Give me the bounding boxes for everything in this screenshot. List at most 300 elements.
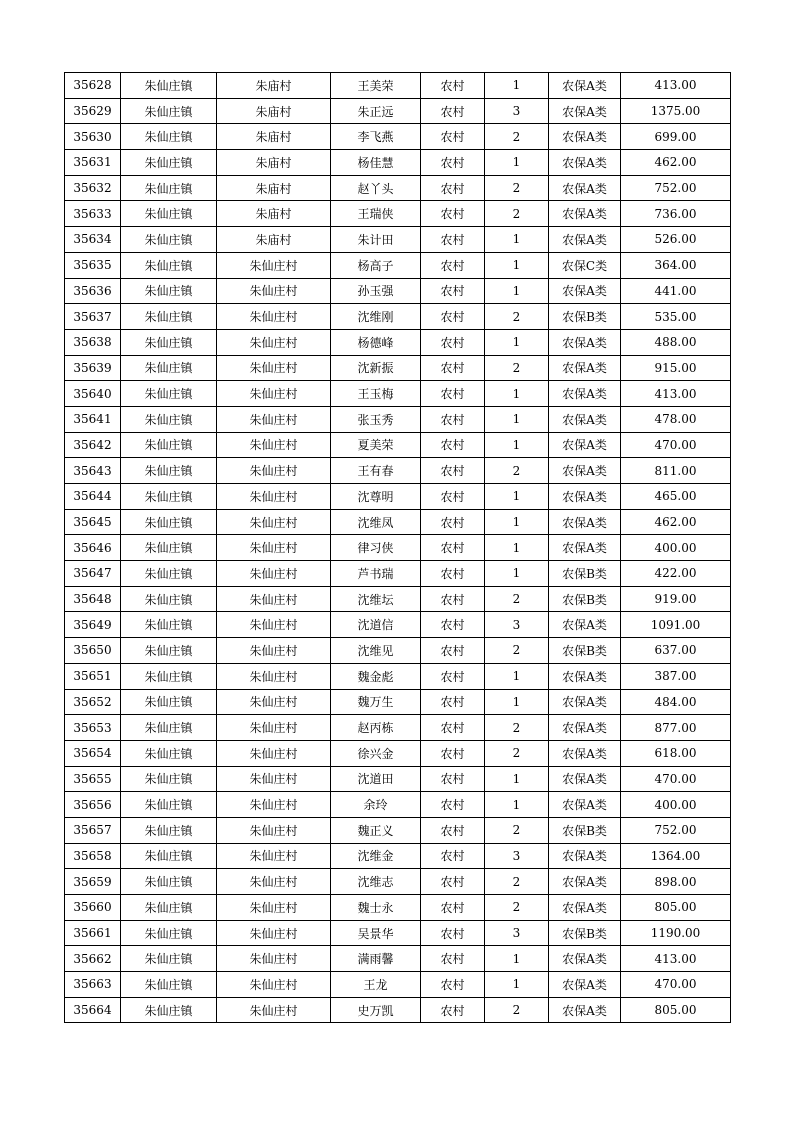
table-row xyxy=(65,638,731,664)
cell-record-id: 35642 xyxy=(65,432,121,458)
cell-amount: 805.00 xyxy=(621,895,731,921)
cell-person-name: 芦书瑞 xyxy=(331,561,421,587)
cell-residence-type: 农村 xyxy=(421,972,485,998)
cell-person-name: 朱正远 xyxy=(331,98,421,124)
cell-town: 朱仙庄镇 xyxy=(121,740,217,766)
cell-person-name: 张玉秀 xyxy=(331,406,421,432)
cell-village: 朱仙庄村 xyxy=(217,663,331,689)
cell-residence-type: 农村 xyxy=(421,355,485,381)
cell-town: 朱仙庄镇 xyxy=(121,663,217,689)
table-row xyxy=(65,920,731,946)
cell-record-id: 35636 xyxy=(65,278,121,304)
cell-amount: 618.00 xyxy=(621,740,731,766)
cell-record-id: 35656 xyxy=(65,792,121,818)
cell-village: 朱庙村 xyxy=(217,150,331,176)
table-row xyxy=(65,740,731,766)
cell-village: 朱仙庄村 xyxy=(217,946,331,972)
cell-amount: 422.00 xyxy=(621,561,731,587)
cell-count: 3 xyxy=(485,98,549,124)
cell-insurance-category: 农保A类 xyxy=(549,73,621,99)
cell-town: 朱仙庄镇 xyxy=(121,843,217,869)
cell-person-name: 沈维金 xyxy=(331,843,421,869)
cell-amount: 470.00 xyxy=(621,972,731,998)
cell-insurance-category: 农保A类 xyxy=(549,381,621,407)
cell-amount: 811.00 xyxy=(621,458,731,484)
cell-town: 朱仙庄镇 xyxy=(121,124,217,150)
cell-village: 朱仙庄村 xyxy=(217,920,331,946)
cell-town: 朱仙庄镇 xyxy=(121,972,217,998)
table-row xyxy=(65,278,731,304)
cell-insurance-category: 农保A类 xyxy=(549,98,621,124)
cell-insurance-category: 农保A类 xyxy=(549,227,621,253)
cell-person-name: 吴景华 xyxy=(331,920,421,946)
cell-count: 2 xyxy=(485,817,549,843)
cell-amount: 915.00 xyxy=(621,355,731,381)
table-row xyxy=(65,227,731,253)
table-row xyxy=(65,997,731,1023)
cell-village: 朱仙庄村 xyxy=(217,509,331,535)
cell-record-id: 35654 xyxy=(65,740,121,766)
cell-amount: 462.00 xyxy=(621,150,731,176)
cell-residence-type: 农村 xyxy=(421,869,485,895)
cell-person-name: 杨德峰 xyxy=(331,329,421,355)
cell-town: 朱仙庄镇 xyxy=(121,201,217,227)
cell-insurance-category: 农保B类 xyxy=(549,561,621,587)
cell-count: 1 xyxy=(485,227,549,253)
cell-residence-type: 农村 xyxy=(421,740,485,766)
table-row xyxy=(65,432,731,458)
cell-amount: 478.00 xyxy=(621,406,731,432)
cell-insurance-category: 农保A类 xyxy=(549,509,621,535)
cell-insurance-category: 农保A类 xyxy=(549,124,621,150)
cell-count: 3 xyxy=(485,920,549,946)
cell-amount: 805.00 xyxy=(621,997,731,1023)
cell-count: 1 xyxy=(485,278,549,304)
cell-village: 朱仙庄村 xyxy=(217,329,331,355)
cell-residence-type: 农村 xyxy=(421,124,485,150)
cell-count: 2 xyxy=(485,715,549,741)
cell-amount: 413.00 xyxy=(621,73,731,99)
cell-residence-type: 农村 xyxy=(421,227,485,253)
table-row xyxy=(65,817,731,843)
cell-count: 1 xyxy=(485,561,549,587)
cell-count: 1 xyxy=(485,535,549,561)
cell-amount: 413.00 xyxy=(621,381,731,407)
cell-insurance-category: 农保A类 xyxy=(549,740,621,766)
cell-insurance-category: 农保A类 xyxy=(549,869,621,895)
cell-record-id: 35643 xyxy=(65,458,121,484)
table-row xyxy=(65,535,731,561)
cell-residence-type: 农村 xyxy=(421,946,485,972)
cell-insurance-category: 农保A类 xyxy=(549,663,621,689)
cell-village: 朱仙庄村 xyxy=(217,792,331,818)
table-row xyxy=(65,124,731,150)
cell-village: 朱仙庄村 xyxy=(217,535,331,561)
table-row xyxy=(65,766,731,792)
cell-village: 朱庙村 xyxy=(217,175,331,201)
table-row xyxy=(65,252,731,278)
cell-village: 朱仙庄村 xyxy=(217,432,331,458)
cell-person-name: 沈维凤 xyxy=(331,509,421,535)
cell-amount: 752.00 xyxy=(621,175,731,201)
cell-count: 1 xyxy=(485,381,549,407)
cell-residence-type: 农村 xyxy=(421,175,485,201)
cell-residence-type: 农村 xyxy=(421,329,485,355)
cell-person-name: 魏士永 xyxy=(331,895,421,921)
cell-insurance-category: 农保A类 xyxy=(549,175,621,201)
table-row xyxy=(65,98,731,124)
cell-person-name: 王玉梅 xyxy=(331,381,421,407)
cell-insurance-category: 农保B类 xyxy=(549,638,621,664)
cell-person-name: 魏正义 xyxy=(331,817,421,843)
cell-amount: 877.00 xyxy=(621,715,731,741)
cell-person-name: 律习侠 xyxy=(331,535,421,561)
cell-record-id: 35662 xyxy=(65,946,121,972)
cell-town: 朱仙庄镇 xyxy=(121,715,217,741)
cell-amount: 699.00 xyxy=(621,124,731,150)
cell-person-name: 余玲 xyxy=(331,792,421,818)
cell-record-id: 35661 xyxy=(65,920,121,946)
cell-person-name: 孙玉强 xyxy=(331,278,421,304)
cell-amount: 441.00 xyxy=(621,278,731,304)
cell-count: 3 xyxy=(485,612,549,638)
cell-person-name: 沈维见 xyxy=(331,638,421,664)
cell-record-id: 35655 xyxy=(65,766,121,792)
cell-count: 1 xyxy=(485,946,549,972)
table-row xyxy=(65,175,731,201)
table-row xyxy=(65,73,731,99)
cell-town: 朱仙庄镇 xyxy=(121,920,217,946)
cell-count: 2 xyxy=(485,895,549,921)
cell-record-id: 35647 xyxy=(65,561,121,587)
cell-count: 2 xyxy=(485,124,549,150)
cell-residence-type: 农村 xyxy=(421,792,485,818)
cell-record-id: 35649 xyxy=(65,612,121,638)
cell-amount: 488.00 xyxy=(621,329,731,355)
cell-town: 朱仙庄镇 xyxy=(121,73,217,99)
cell-person-name: 李飞燕 xyxy=(331,124,421,150)
cell-count: 2 xyxy=(485,586,549,612)
cell-count: 1 xyxy=(485,689,549,715)
cell-record-id: 35644 xyxy=(65,484,121,510)
cell-residence-type: 农村 xyxy=(421,458,485,484)
cell-record-id: 35652 xyxy=(65,689,121,715)
table-row xyxy=(65,458,731,484)
cell-town: 朱仙庄镇 xyxy=(121,98,217,124)
cell-record-id: 35633 xyxy=(65,201,121,227)
cell-person-name: 魏金彪 xyxy=(331,663,421,689)
table-body xyxy=(65,73,731,1023)
cell-residence-type: 农村 xyxy=(421,278,485,304)
cell-town: 朱仙庄镇 xyxy=(121,227,217,253)
cell-village: 朱仙庄村 xyxy=(217,252,331,278)
cell-insurance-category: 农保A类 xyxy=(549,612,621,638)
cell-person-name: 史万凯 xyxy=(331,997,421,1023)
cell-village: 朱庙村 xyxy=(217,227,331,253)
cell-person-name: 沈道信 xyxy=(331,612,421,638)
cell-residence-type: 农村 xyxy=(421,252,485,278)
cell-amount: 535.00 xyxy=(621,304,731,330)
cell-town: 朱仙庄镇 xyxy=(121,432,217,458)
cell-amount: 1091.00 xyxy=(621,612,731,638)
table-row xyxy=(65,946,731,972)
cell-record-id: 35660 xyxy=(65,895,121,921)
cell-person-name: 沈维志 xyxy=(331,869,421,895)
cell-insurance-category: 农保A类 xyxy=(549,946,621,972)
cell-record-id: 35628 xyxy=(65,73,121,99)
cell-residence-type: 农村 xyxy=(421,766,485,792)
cell-person-name: 沈维刚 xyxy=(331,304,421,330)
cell-person-name: 沈新振 xyxy=(331,355,421,381)
table-row xyxy=(65,792,731,818)
cell-person-name: 赵丙栋 xyxy=(331,715,421,741)
cell-person-name: 杨高子 xyxy=(331,252,421,278)
cell-town: 朱仙庄镇 xyxy=(121,535,217,561)
cell-record-id: 35664 xyxy=(65,997,121,1023)
cell-village: 朱仙庄村 xyxy=(217,715,331,741)
cell-amount: 364.00 xyxy=(621,252,731,278)
cell-town: 朱仙庄镇 xyxy=(121,792,217,818)
cell-amount: 736.00 xyxy=(621,201,731,227)
cell-record-id: 35648 xyxy=(65,586,121,612)
cell-village: 朱庙村 xyxy=(217,98,331,124)
cell-count: 2 xyxy=(485,355,549,381)
table-row xyxy=(65,843,731,869)
cell-village: 朱庙村 xyxy=(217,73,331,99)
cell-residence-type: 农村 xyxy=(421,843,485,869)
cell-count: 2 xyxy=(485,458,549,484)
cell-count: 2 xyxy=(485,175,549,201)
cell-residence-type: 农村 xyxy=(421,201,485,227)
cell-town: 朱仙庄镇 xyxy=(121,997,217,1023)
cell-village: 朱仙庄村 xyxy=(217,612,331,638)
cell-person-name: 王有春 xyxy=(331,458,421,484)
table-row xyxy=(65,561,731,587)
cell-insurance-category: 农保A类 xyxy=(549,278,621,304)
cell-insurance-category: 农保A类 xyxy=(549,201,621,227)
cell-insurance-category: 农保A类 xyxy=(549,972,621,998)
table-row xyxy=(65,895,731,921)
cell-amount: 484.00 xyxy=(621,689,731,715)
cell-residence-type: 农村 xyxy=(421,432,485,458)
cell-residence-type: 农村 xyxy=(421,638,485,664)
cell-insurance-category: 农保B类 xyxy=(549,817,621,843)
cell-insurance-category: 农保A类 xyxy=(549,997,621,1023)
cell-person-name: 朱计田 xyxy=(331,227,421,253)
cell-record-id: 35653 xyxy=(65,715,121,741)
cell-count: 3 xyxy=(485,843,549,869)
cell-insurance-category: 农保A类 xyxy=(549,715,621,741)
cell-village: 朱仙庄村 xyxy=(217,458,331,484)
cell-residence-type: 农村 xyxy=(421,304,485,330)
table-row xyxy=(65,715,731,741)
table-row xyxy=(65,201,731,227)
cell-town: 朱仙庄镇 xyxy=(121,304,217,330)
cell-village: 朱仙庄村 xyxy=(217,304,331,330)
cell-insurance-category: 农保A类 xyxy=(549,355,621,381)
cell-insurance-category: 农保A类 xyxy=(549,484,621,510)
cell-amount: 413.00 xyxy=(621,946,731,972)
cell-town: 朱仙庄镇 xyxy=(121,509,217,535)
cell-residence-type: 农村 xyxy=(421,484,485,510)
cell-insurance-category: 农保C类 xyxy=(549,252,621,278)
cell-town: 朱仙庄镇 xyxy=(121,150,217,176)
cell-village: 朱仙庄村 xyxy=(217,817,331,843)
cell-village: 朱仙庄村 xyxy=(217,869,331,895)
cell-town: 朱仙庄镇 xyxy=(121,252,217,278)
cell-village: 朱仙庄村 xyxy=(217,561,331,587)
cell-record-id: 35645 xyxy=(65,509,121,535)
cell-insurance-category: 农保A类 xyxy=(549,432,621,458)
cell-count: 2 xyxy=(485,997,549,1023)
cell-town: 朱仙庄镇 xyxy=(121,586,217,612)
cell-village: 朱庙村 xyxy=(217,201,331,227)
cell-insurance-category: 农保A类 xyxy=(549,792,621,818)
cell-person-name: 沈尊明 xyxy=(331,484,421,510)
table-row xyxy=(65,484,731,510)
cell-amount: 400.00 xyxy=(621,535,731,561)
cell-town: 朱仙庄镇 xyxy=(121,689,217,715)
cell-village: 朱仙庄村 xyxy=(217,586,331,612)
cell-count: 2 xyxy=(485,869,549,895)
cell-count: 1 xyxy=(485,329,549,355)
table-row xyxy=(65,972,731,998)
cell-town: 朱仙庄镇 xyxy=(121,278,217,304)
cell-record-id: 35641 xyxy=(65,406,121,432)
cell-count: 1 xyxy=(485,484,549,510)
cell-amount: 465.00 xyxy=(621,484,731,510)
cell-town: 朱仙庄镇 xyxy=(121,766,217,792)
cell-count: 2 xyxy=(485,638,549,664)
cell-residence-type: 农村 xyxy=(421,895,485,921)
cell-town: 朱仙庄镇 xyxy=(121,895,217,921)
cell-residence-type: 农村 xyxy=(421,73,485,99)
cell-town: 朱仙庄镇 xyxy=(121,175,217,201)
cell-record-id: 35631 xyxy=(65,150,121,176)
table-row xyxy=(65,355,731,381)
cell-village: 朱仙庄村 xyxy=(217,895,331,921)
cell-amount: 462.00 xyxy=(621,509,731,535)
cell-count: 1 xyxy=(485,73,549,99)
cell-record-id: 35629 xyxy=(65,98,121,124)
cell-record-id: 35640 xyxy=(65,381,121,407)
cell-town: 朱仙庄镇 xyxy=(121,381,217,407)
cell-amount: 526.00 xyxy=(621,227,731,253)
cell-town: 朱仙庄镇 xyxy=(121,329,217,355)
cell-record-id: 35639 xyxy=(65,355,121,381)
cell-amount: 1190.00 xyxy=(621,920,731,946)
cell-person-name: 赵丫头 xyxy=(331,175,421,201)
cell-insurance-category: 农保A类 xyxy=(549,843,621,869)
cell-insurance-category: 农保A类 xyxy=(549,150,621,176)
cell-village: 朱仙庄村 xyxy=(217,355,331,381)
cell-record-id: 35651 xyxy=(65,663,121,689)
cell-count: 2 xyxy=(485,740,549,766)
cell-insurance-category: 农保A类 xyxy=(549,895,621,921)
cell-residence-type: 农村 xyxy=(421,997,485,1023)
cell-count: 1 xyxy=(485,150,549,176)
cell-amount: 752.00 xyxy=(621,817,731,843)
cell-village: 朱仙庄村 xyxy=(217,638,331,664)
cell-amount: 387.00 xyxy=(621,663,731,689)
cell-amount: 470.00 xyxy=(621,766,731,792)
cell-count: 1 xyxy=(485,972,549,998)
cell-record-id: 35646 xyxy=(65,535,121,561)
cell-count: 1 xyxy=(485,766,549,792)
cell-village: 朱仙庄村 xyxy=(217,972,331,998)
cell-amount: 919.00 xyxy=(621,586,731,612)
table-row xyxy=(65,509,731,535)
cell-village: 朱仙庄村 xyxy=(217,381,331,407)
cell-count: 2 xyxy=(485,304,549,330)
cell-residence-type: 农村 xyxy=(421,535,485,561)
cell-count: 2 xyxy=(485,201,549,227)
cell-insurance-category: 农保A类 xyxy=(549,766,621,792)
cell-person-name: 王龙 xyxy=(331,972,421,998)
cell-village: 朱仙庄村 xyxy=(217,997,331,1023)
cell-residence-type: 农村 xyxy=(421,150,485,176)
cell-record-id: 35659 xyxy=(65,869,121,895)
cell-town: 朱仙庄镇 xyxy=(121,946,217,972)
cell-town: 朱仙庄镇 xyxy=(121,612,217,638)
cell-town: 朱仙庄镇 xyxy=(121,869,217,895)
cell-record-id: 35637 xyxy=(65,304,121,330)
cell-village: 朱仙庄村 xyxy=(217,689,331,715)
cell-village: 朱仙庄村 xyxy=(217,406,331,432)
cell-amount: 898.00 xyxy=(621,869,731,895)
cell-insurance-category: 农保A类 xyxy=(549,458,621,484)
table-row xyxy=(65,329,731,355)
cell-amount: 637.00 xyxy=(621,638,731,664)
records-table xyxy=(64,72,731,1023)
cell-record-id: 35632 xyxy=(65,175,121,201)
table-row xyxy=(65,304,731,330)
cell-residence-type: 农村 xyxy=(421,663,485,689)
cell-amount: 400.00 xyxy=(621,792,731,818)
cell-record-id: 35657 xyxy=(65,817,121,843)
cell-insurance-category: 农保A类 xyxy=(549,689,621,715)
table-row xyxy=(65,586,731,612)
cell-residence-type: 农村 xyxy=(421,98,485,124)
cell-residence-type: 农村 xyxy=(421,715,485,741)
cell-village: 朱仙庄村 xyxy=(217,843,331,869)
cell-person-name: 沈维坛 xyxy=(331,586,421,612)
cell-record-id: 35635 xyxy=(65,252,121,278)
cell-town: 朱仙庄镇 xyxy=(121,484,217,510)
table-row xyxy=(65,869,731,895)
table-row xyxy=(65,689,731,715)
cell-count: 1 xyxy=(485,406,549,432)
cell-record-id: 35638 xyxy=(65,329,121,355)
cell-town: 朱仙庄镇 xyxy=(121,561,217,587)
cell-record-id: 35650 xyxy=(65,638,121,664)
table-row xyxy=(65,663,731,689)
cell-person-name: 杨佳慧 xyxy=(331,150,421,176)
cell-residence-type: 农村 xyxy=(421,561,485,587)
table-row xyxy=(65,612,731,638)
cell-town: 朱仙庄镇 xyxy=(121,406,217,432)
table-row xyxy=(65,406,731,432)
cell-count: 1 xyxy=(485,432,549,458)
cell-record-id: 35663 xyxy=(65,972,121,998)
cell-record-id: 35634 xyxy=(65,227,121,253)
cell-residence-type: 农村 xyxy=(421,586,485,612)
cell-town: 朱仙庄镇 xyxy=(121,355,217,381)
cell-residence-type: 农村 xyxy=(421,817,485,843)
cell-person-name: 徐兴金 xyxy=(331,740,421,766)
cell-insurance-category: 农保A类 xyxy=(549,329,621,355)
cell-village: 朱仙庄村 xyxy=(217,484,331,510)
